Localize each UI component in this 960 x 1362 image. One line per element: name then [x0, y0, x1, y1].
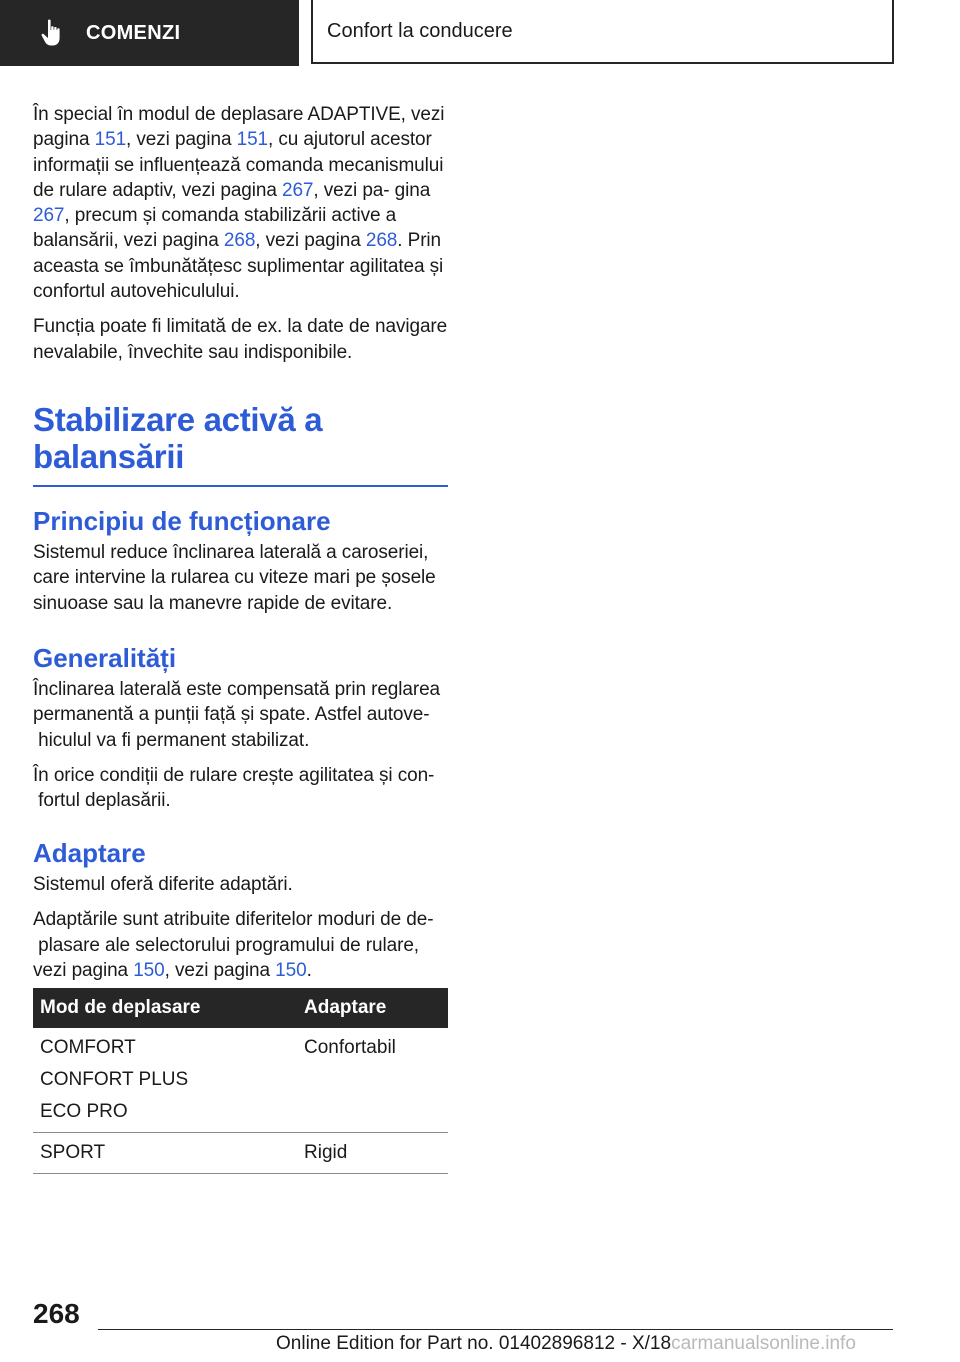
- adaptare-text-1: Sistemul oferă diferite adaptări.: [33, 874, 293, 895]
- heading-principiu: Principiu de funcționare: [33, 506, 331, 536]
- intro-paragraph-2: Funcția poate fi limitată de ex. la date de navigare nevalabile, învechite sau indisponibile.: [33, 316, 448, 363]
- mode-cell: COMFORT CONFORT PLUS ECO PRO: [33, 1028, 297, 1133]
- page-link[interactable]: 150: [275, 959, 307, 981]
- generalitati-text-2: În orice condiții de rulare crește agilitatea și con- fortul deplasării.: [33, 764, 435, 812]
- generalitati-text-1: Înclinarea laterală este compensată prin reglarea permanentă a punții față și spate. Astfel autove- hiculul va fi permanent stabilizat.: [33, 679, 441, 751]
- adaptation-cell: Rigid: [297, 1133, 448, 1174]
- watermark: carmanualsonline.info: [671, 1333, 856, 1354]
- page-link[interactable]: 151: [94, 129, 127, 151]
- adaptation-cell: Confortabil: [297, 1028, 448, 1133]
- main-column: [33, 102, 448, 375]
- section-title: COMENZI: [86, 21, 181, 44]
- table-row: [33, 1028, 448, 1133]
- section-generalitati: [33, 643, 448, 823]
- principiu-text: Sistemul reduce înclinarea laterală a caroseriei, care intervine la rularea cu viteze mari pe șosele sinuoase sau la manevre rapide de evitare.: [33, 542, 436, 614]
- adaptare-text-2: Adaptările sunt atribuite diferitelor moduri de de- plasare ale selectorului programului de rulare, vezi pagina 150, vezi pagina 150.: [33, 909, 434, 981]
- heading-adaptare: Adaptare: [33, 838, 146, 868]
- adaptation-table-wrap: [33, 988, 448, 1174]
- page-header: [0, 0, 960, 66]
- page-link[interactable]: 151: [236, 129, 269, 151]
- page-link[interactable]: 150: [133, 959, 165, 981]
- table-row: [33, 1133, 448, 1174]
- heading-generalitati: Generalități: [33, 643, 177, 673]
- mode-cell: SPORT: [33, 1133, 297, 1174]
- section-stabilizare: [33, 401, 448, 487]
- hand-pointer-icon: [40, 18, 66, 48]
- page-link[interactable]: 267: [33, 205, 65, 227]
- page-link[interactable]: 268: [365, 230, 398, 252]
- section-adaptare: [33, 838, 448, 993]
- adaptation-table: [33, 988, 448, 1174]
- intro-paragraph-1: În special în modul de deplasare ADAPTIVE, vezi pagina 151, vezi pagina 151, cu ajutorul acestor informații se influențează comanda mecanismului de rulare adaptiv, vezi pagina 267, vezi pa- gina 267, precum și comanda stabilizării active a balansării, vezi pagina 268, vezi pagina 268. Prin aceasta se îmbunătățesc suplimentar agilitatea și confortul autovehiculului.: [33, 104, 445, 303]
- page-link[interactable]: 268: [223, 230, 256, 252]
- page-link[interactable]: 267: [281, 179, 314, 201]
- section-principiu: [33, 506, 448, 626]
- column-header: Adaptare: [297, 988, 448, 1028]
- table-header-row: [33, 988, 448, 1028]
- main-heading: Stabilizare activă a balansării: [33, 401, 448, 487]
- page-number: 268: [33, 1298, 80, 1329]
- chapter-title: Confort la conducere: [327, 19, 513, 42]
- column-header: Mod de deplasare: [33, 988, 297, 1028]
- footer-text: [276, 1333, 856, 1355]
- section-tab[interactable]: [0, 0, 299, 66]
- chapter-tab: [311, 0, 894, 64]
- footer-divider: [98, 1329, 893, 1330]
- edition-info: Online Edition for Part no. 01402896812 - X/18: [276, 1333, 672, 1354]
